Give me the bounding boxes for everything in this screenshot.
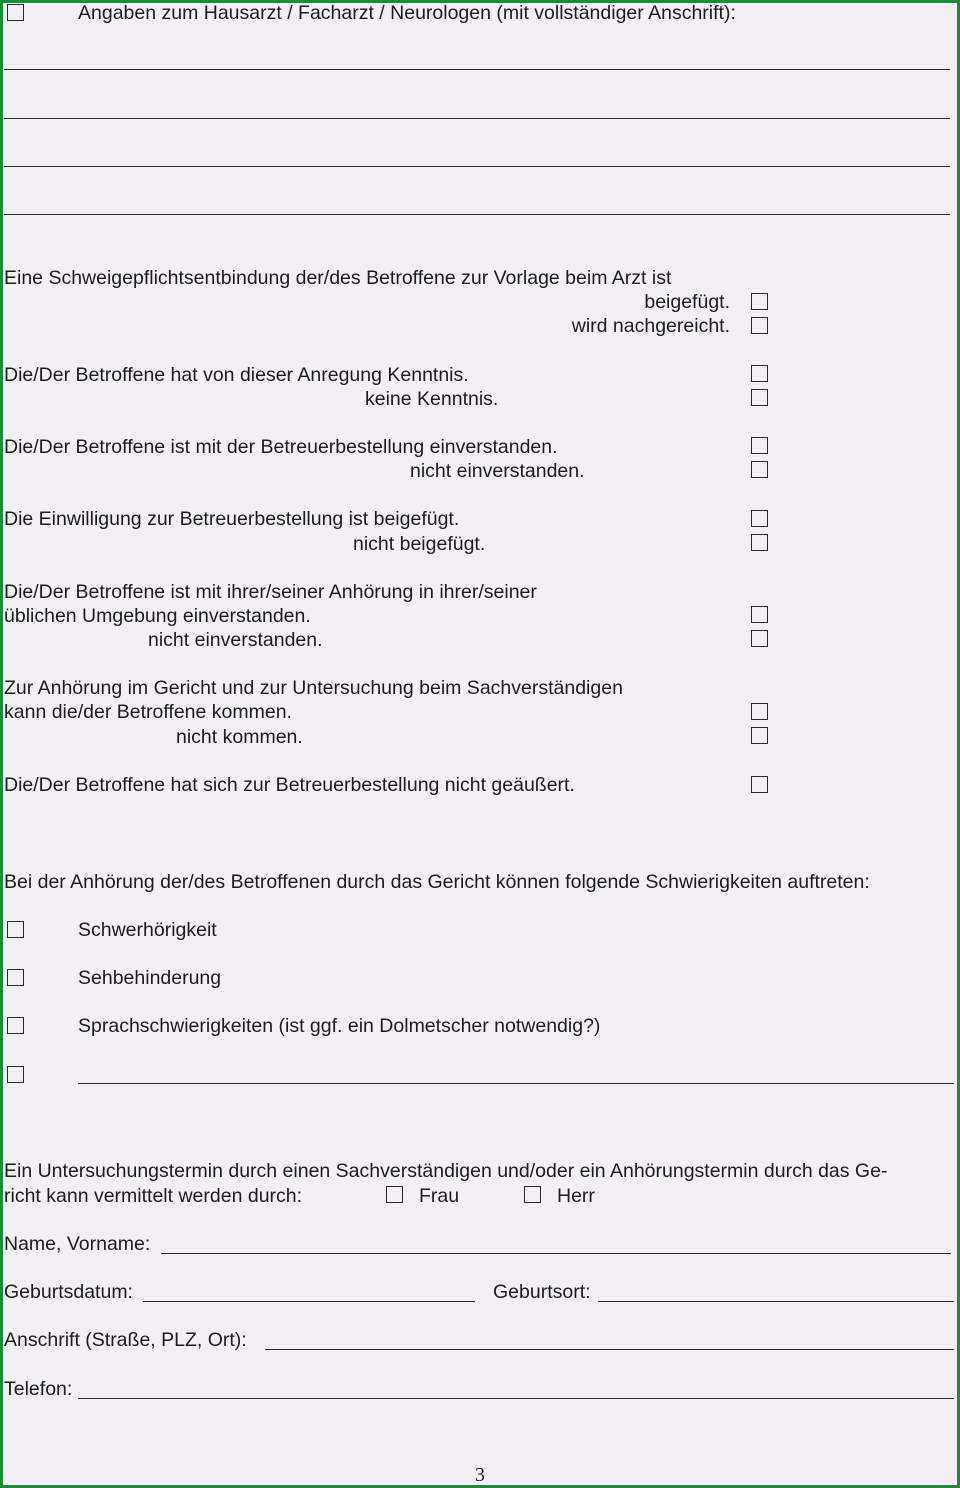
difficulty-language-label: Sprachschwierigkeiten (ist ggf. ein Dolmetscher notwendig?) (78, 1015, 601, 1037)
hearing-env-yes-label: üblichen Umgebung einverstanden. (4, 605, 311, 627)
herr-checkbox[interactable] (524, 1186, 541, 1203)
consent-no-checkbox[interactable] (751, 461, 768, 478)
declaration-no-checkbox[interactable] (751, 534, 768, 551)
difficulty-other-input-line[interactable] (78, 1083, 954, 1084)
difficulty-language-checkbox[interactable] (7, 1017, 24, 1034)
no-statement-label: Die/Der Betroffene hat sich zur Betreuerbestellung nicht geäußert. (4, 774, 575, 796)
hearing-env-no-checkbox[interactable] (751, 630, 768, 647)
confidentiality-later-checkbox[interactable] (751, 317, 768, 334)
phone-input-line[interactable] (78, 1398, 954, 1399)
appointment-line1: Ein Untersuchungstermin durch einen Sachverständigen und/oder ein Anhörungstermin durch das Ge- (4, 1160, 888, 1182)
hearing-env-no-label: nicht einverstanden. (148, 629, 323, 651)
name-label: Name, Vorname: (4, 1233, 151, 1255)
declaration-yes-checkbox[interactable] (751, 510, 768, 527)
doctor-checkbox[interactable] (7, 4, 24, 21)
page-number: 3 (475, 1464, 485, 1486)
court-attend-no-checkbox[interactable] (751, 727, 768, 744)
birthdate-label: Geburtsdatum: (4, 1281, 133, 1303)
frau-label: Frau (419, 1185, 460, 1207)
address-label: Anschrift (Straße, PLZ, Ort): (4, 1329, 247, 1351)
confidentiality-attached-label: beigefügt. (644, 291, 730, 313)
confidentiality-intro: Eine Schweigepflichtsentbindung der/des Betroffene zur Vorlage beim Arzt ist (4, 267, 672, 289)
difficulty-hearing-label: Schwerhörigkeit (78, 919, 217, 941)
declaration-yes-label: Die Einwilligung zur Betreuerbestellung ist beigefügt. (4, 508, 460, 530)
difficulties-intro: Bei der Anhörung der/des Betroffenen durch das Gericht können folgende Schwierigkeiten auftreten: (4, 871, 870, 893)
doctor-input-line-1[interactable] (4, 69, 950, 70)
frau-checkbox[interactable] (386, 1186, 403, 1203)
difficulty-other-checkbox[interactable] (7, 1066, 24, 1083)
birthplace-input-line[interactable] (598, 1301, 954, 1302)
birthdate-input-line[interactable] (143, 1301, 475, 1302)
birthplace-label: Geburtsort: (493, 1281, 591, 1303)
name-input-line[interactable] (161, 1253, 951, 1254)
declaration-no-label: nicht beigefügt. (353, 533, 486, 555)
hearing-env-yes-checkbox[interactable] (751, 606, 768, 623)
court-attend-line1: Zur Anhörung im Gericht und zur Untersuchung beim Sachverständigen (4, 677, 623, 699)
court-attend-no-label: nicht kommen. (176, 726, 303, 748)
awareness-yes-label: Die/Der Betroffene hat von dieser Anregung Kenntnis. (4, 364, 469, 386)
hearing-env-line1: Die/Der Betroffene ist mit ihrer/seiner Anhörung in ihrer/seiner (4, 581, 537, 603)
doctor-input-line-4[interactable] (4, 214, 950, 215)
court-attend-yes-checkbox[interactable] (751, 703, 768, 720)
court-attend-yes-label: kann die/der Betroffene kommen. (4, 701, 292, 723)
difficulty-vision-label: Sehbehinderung (78, 967, 222, 989)
difficulty-vision-checkbox[interactable] (7, 969, 24, 986)
herr-label: Herr (557, 1185, 595, 1207)
awareness-no-checkbox[interactable] (751, 389, 768, 406)
confidentiality-later-label: wird nachgereicht. (571, 315, 730, 337)
no-statement-checkbox[interactable] (751, 776, 768, 793)
address-input-line[interactable] (265, 1349, 954, 1350)
doctor-label: Angaben zum Hausarzt / Facharzt / Neurologen (mit vollständiger Anschrift): (78, 2, 736, 24)
doctor-input-line-3[interactable] (4, 166, 950, 167)
phone-label: Telefon: (4, 1378, 73, 1400)
consent-no-label: nicht einverstanden. (410, 460, 585, 482)
consent-yes-checkbox[interactable] (751, 437, 768, 454)
appointment-line2: richt kann vermittelt werden durch: (4, 1185, 303, 1207)
awareness-no-label: keine Kenntnis. (365, 388, 499, 410)
awareness-yes-checkbox[interactable] (751, 365, 768, 382)
doctor-input-line-2[interactable] (4, 118, 950, 119)
difficulty-hearing-checkbox[interactable] (7, 921, 24, 938)
confidentiality-attached-checkbox[interactable] (751, 293, 768, 310)
consent-yes-label: Die/Der Betroffene ist mit der Betreuerbestellung einverstanden. (4, 436, 558, 458)
